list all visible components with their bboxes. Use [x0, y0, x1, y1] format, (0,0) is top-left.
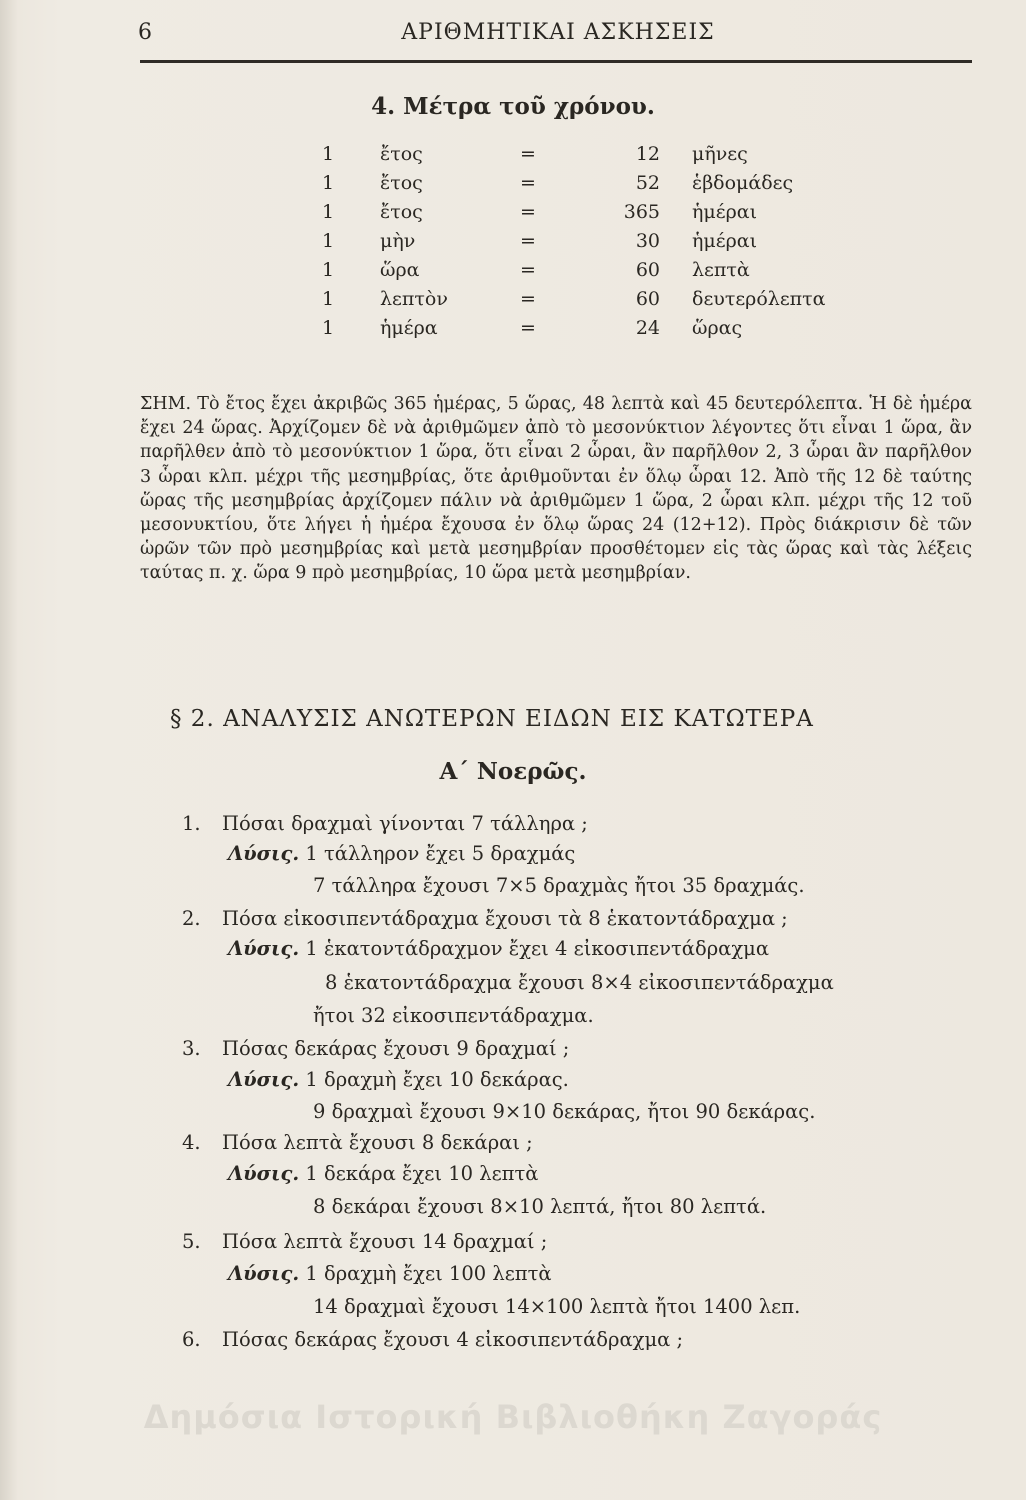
exercise-number: 4.	[182, 1131, 201, 1154]
solution-line	[228, 842, 575, 865]
question-text: Πόσα λεπτὰ ἔχουσι 8 δεκάραι ;	[222, 1131, 533, 1154]
exercise-number: 6.	[182, 1328, 201, 1351]
exercise-question	[182, 1328, 683, 1351]
table-row	[300, 288, 860, 317]
time-section-title: 4. Μέτρα τοῦ χρόνου.	[371, 93, 655, 120]
solution-line: 9 δραχμαὶ ἔχουσι 9×10 δεκάρας, ἤτοι 90 δεκάρας.	[313, 1100, 816, 1123]
solution-label: Λύσις.	[228, 842, 300, 865]
solution-text: 1 δεκάρα ἔχει 10 λεπτὰ	[305, 1162, 539, 1185]
solution-line: ἤτοι 32 εἰκοσιπεντάδραχμα.	[313, 1004, 594, 1027]
question-text: Πόσα λεπτὰ ἔχουσι 14 δραχμαί ;	[222, 1230, 548, 1253]
table-row	[300, 230, 860, 259]
unit: ἡμέρα	[380, 317, 438, 339]
unit: μὴν	[380, 230, 416, 252]
result-unit: δευτερόλεπτα	[692, 288, 826, 310]
table-row	[300, 317, 860, 346]
value: 52	[635, 172, 660, 194]
equals-sign: =	[520, 288, 536, 310]
result-unit: ἡμέραι	[692, 201, 758, 223]
solution-label: Λύσις.	[228, 1262, 300, 1285]
running-title: ΑΡΙΘΜΗΤΙΚΑΙ ΑΣΚΗΣΕΙΣ	[401, 20, 715, 45]
value: 24	[635, 317, 660, 339]
solution-text: 1 δραχμὴ ἔχει 100 λεπτὰ	[305, 1262, 552, 1285]
subsection-heading: Α΄ Νοερῶς.	[439, 758, 587, 785]
equals-sign: =	[520, 201, 536, 223]
solution-line	[228, 937, 769, 960]
question-text: Πόσας δεκάρας ἔχουσι 4 εἰκοσιπεντάδραχμα ;	[222, 1328, 684, 1351]
value: 60	[635, 259, 660, 281]
solution-line: 7 τάλληρα ἔχουσι 7×5 δραχμὰς ἤτοι 35 δραχμάς.	[313, 874, 805, 897]
solution-line: 14 δραχμαὶ ἔχουσι 14×100 λεπτὰ ἤτοι 1400 λεπ.	[313, 1295, 801, 1318]
quantity: 1	[322, 172, 335, 194]
result-unit: μῆνες	[692, 143, 748, 165]
quantity: 1	[322, 259, 335, 281]
solution-line: 8 ἑκατοντάδραχμα ἔχουσι 8×4 εἰκοσιπεντάδραχμα	[325, 971, 834, 994]
exercise-number: 3.	[182, 1037, 201, 1060]
value: 60	[635, 288, 660, 310]
exercise-question	[182, 907, 788, 930]
question-text: Πόσαι δραχμαὶ γίνονται 7 τάλληρα ;	[222, 812, 588, 835]
value: 30	[635, 230, 660, 252]
solution-line	[228, 1162, 538, 1185]
table-row	[300, 201, 860, 230]
section-heading: § 2. ΑΝΑΛΥΣΙΣ ΑΝΩΤΕΡΩΝ ΕΙΔΩΝ ΕΙΣ ΚΑΤΩΤΕΡΑ	[170, 706, 814, 732]
result-unit: ἡμέραι	[692, 230, 758, 252]
solution-text: 1 τάλληρον ἔχει 5 δραχμάς	[305, 842, 576, 865]
quantity: 1	[322, 317, 335, 339]
unit: ὥρα	[380, 259, 420, 281]
solution-label: Λύσις.	[228, 937, 300, 960]
page-number: 6	[138, 20, 152, 45]
solution-text: 1 ἑκατοντάδραχμον ἔχει 4 εἰκοσιπεντάδραχμα	[305, 937, 769, 960]
equals-sign: =	[520, 230, 536, 252]
note-paragraph: ΣΗΜ. Τὸ ἔτος ἔχει ἀκριβῶς 365 ἡμέρας, 5 ὥρας, 48 λεπτὰ καὶ 45 δευτερόλεπτα. Ἡ δὲ ἡμέρα ἔχει 24 ὥρας. Ἀρχίζομεν δὲ νὰ ἀριθμῶμεν ἀπὸ τὸ μεσονύκτιον λέγοντες ὅτι εἶναι 1 ὥρα, ἂν παρῆλθεν ἀπὸ τὸ μεσονύκτιον 1 ὥρα, ὅτι εἶναι 2 ὧραι, ἂν παρῆλθον 2, 3 ὧραι ἂν παρῆλθον 3 ὧραι κλπ. μέχρι τῆς μεσημβρίας, ὅτε ἀριθμοῦνται ἐν ὅλῳ ὧραι 12. Ἀπὸ τῆς 12 δὲ ταύτης ὥρας τῆς μεσημβρίας ἀρχίζομεν πάλιν νὰ ἀριθμῶμεν 1 ὥρα, 2 ὧραι κλπ. μέχρι τῆς 12 τοῦ μεσονυκτίου, ὅτε λήγει ἡ ἡμέρα ἔχουσα ἐν ὅλῳ ὥρας 24 (12+12). Πρὸς διάκρισιν δὲ τῶν ὡρῶν τῶν πρὸ μεσημβρίας καὶ μετὰ μεσημβρίαν προσθέτομεν εἰς τὰς ὥρας καὶ τὰς λέξεις ταύτας π. χ. ὥρα 9 πρὸ μεσημβρίας, 10 ὥρα μετὰ μεσημβρίαν.	[140, 394, 972, 584]
solution-text: 1 δραχμὴ ἔχει 10 δεκάρας.	[305, 1068, 569, 1091]
library-watermark: Δημόσια Ιστορική Βιβλιοθήκη Ζαγοράς	[143, 1398, 883, 1436]
time-units-table	[300, 143, 860, 346]
exercise-question	[182, 1230, 547, 1253]
value: 365	[623, 201, 660, 223]
exercise-question	[182, 812, 588, 835]
result-unit: ὥρας	[692, 317, 743, 339]
value: 12	[635, 143, 660, 165]
unit: ἔτος	[380, 172, 423, 194]
equals-sign: =	[520, 143, 536, 165]
table-row	[300, 259, 860, 288]
table-row	[300, 172, 860, 201]
solution-line	[228, 1068, 569, 1091]
solution-label: Λύσις.	[228, 1162, 300, 1185]
result-unit: ἑβδομάδες	[692, 172, 794, 194]
quantity: 1	[322, 230, 335, 252]
header-rule	[140, 60, 972, 63]
equals-sign: =	[520, 259, 536, 281]
unit: ἔτος	[380, 201, 423, 223]
table-row	[300, 143, 860, 172]
solution-label: Λύσις.	[228, 1068, 300, 1091]
page-header	[138, 18, 978, 54]
unit: ἔτος	[380, 143, 423, 165]
equals-sign: =	[520, 172, 536, 194]
question-text: Πόσας δεκάρας ἔχουσι 9 δραχμαί ;	[222, 1037, 570, 1060]
unit: λεπτὸν	[380, 288, 448, 310]
solution-line: 8 δεκάραι ἔχουσι 8×10 λεπτά, ἤτοι 80 λεπτά.	[313, 1195, 767, 1218]
result-unit: λεπτὰ	[692, 259, 750, 281]
exercise-number: 2.	[182, 907, 201, 930]
exercise-number: 1.	[182, 812, 201, 835]
equals-sign: =	[520, 317, 536, 339]
quantity: 1	[322, 288, 335, 310]
exercise-number: 5.	[182, 1230, 201, 1253]
exercise-question	[182, 1131, 533, 1154]
solution-line	[228, 1262, 552, 1285]
quantity: 1	[322, 201, 335, 223]
question-text: Πόσα εἰκοσιπεντάδραχμα ἔχουσι τὰ 8 ἑκατοντάδραχμα ;	[222, 907, 788, 930]
quantity: 1	[322, 143, 335, 165]
exercise-question	[182, 1037, 569, 1060]
